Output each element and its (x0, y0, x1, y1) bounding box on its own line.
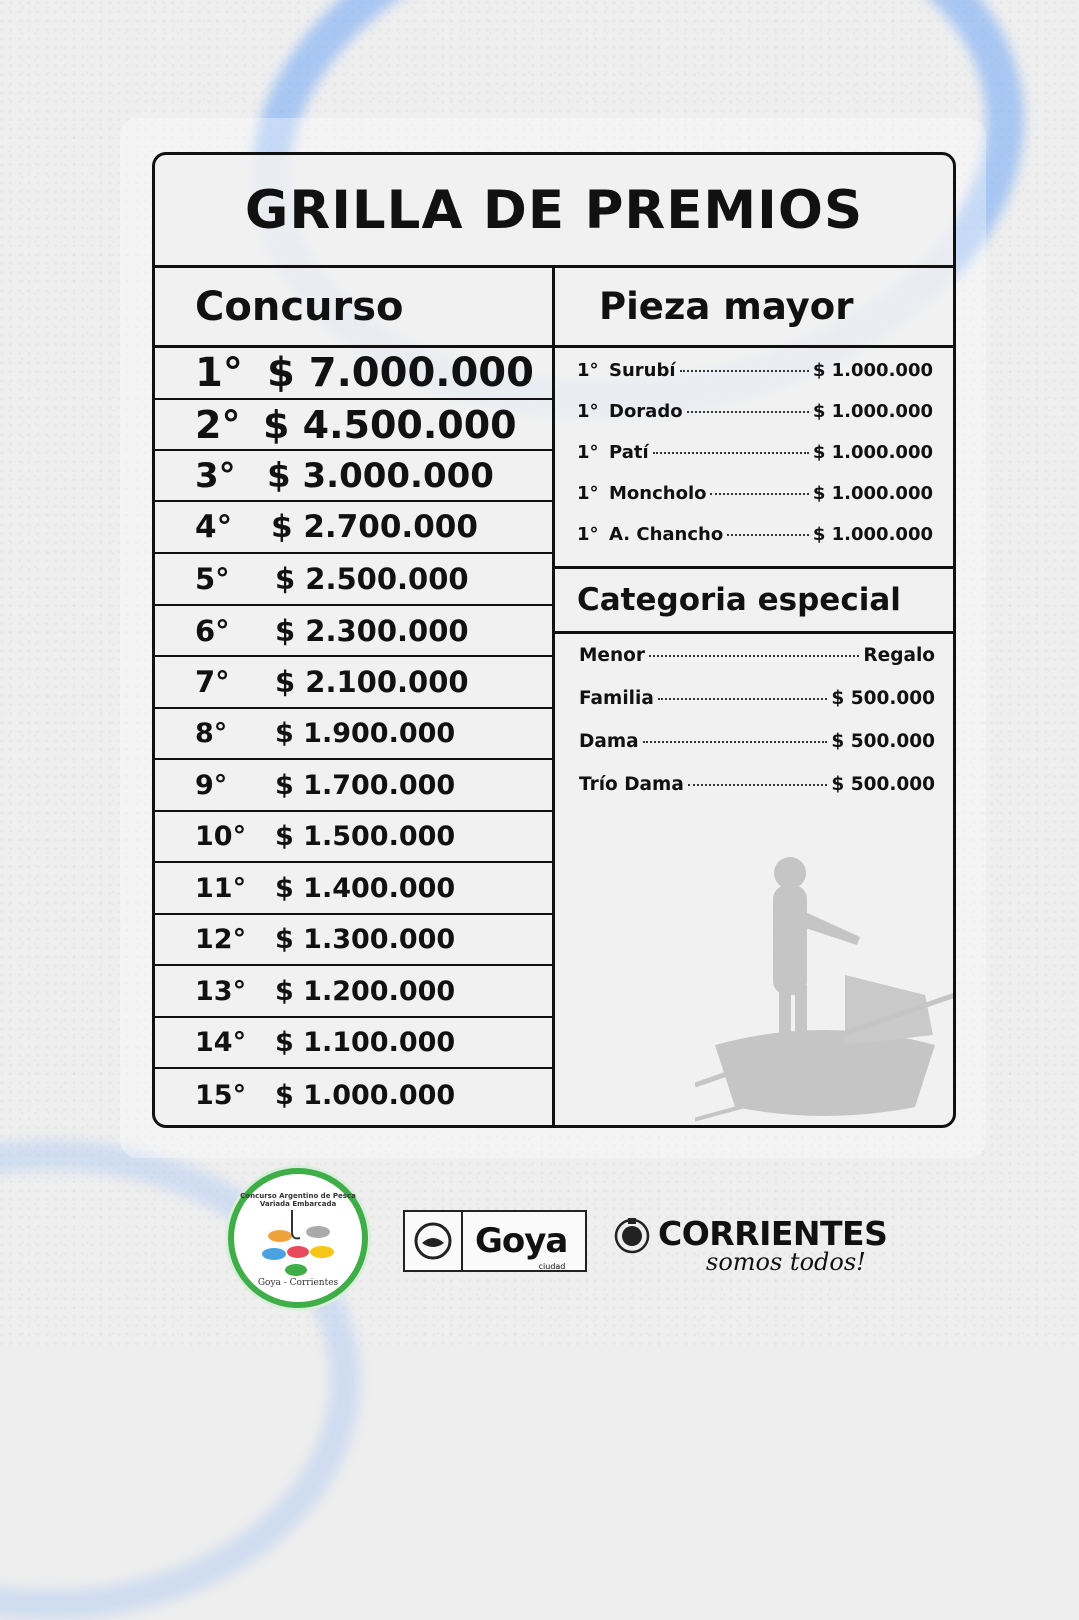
categoria-amount: Regalo (863, 645, 935, 666)
categoria-especial-heading: Categoria especial (555, 566, 956, 634)
pieza-species: A. Chancho (609, 524, 724, 545)
pieza-row (555, 401, 956, 442)
rank-position: 6° (195, 613, 230, 648)
categoria-row (555, 774, 956, 817)
rank-position: 2° (195, 402, 241, 447)
categoria-amount: $ 500.000 (831, 731, 935, 752)
rank-position: 4° (195, 509, 233, 545)
pieza-amount: $ 1.000.000 (812, 401, 933, 422)
concurso-row (155, 348, 552, 400)
dot-leader (727, 534, 809, 536)
categoria-name: Menor (579, 645, 645, 666)
categoria-name: Dama (579, 731, 639, 752)
pieza-row (555, 483, 956, 524)
rank-position: 3° (195, 455, 236, 496)
dot-leader (653, 452, 809, 454)
pieza-row (555, 442, 956, 483)
rank-position: 7° (195, 665, 230, 699)
pieza-position: 1° (577, 483, 599, 504)
pieza-amount: $ 1.000.000 (812, 442, 933, 463)
goya-word: Goya (475, 1221, 568, 1261)
pieza-position: 1° (577, 442, 599, 463)
heading-edge (955, 566, 956, 634)
pieza-species: Moncholo (609, 483, 707, 504)
concurso-row (155, 400, 552, 451)
rank-amount: $ 1.900.000 (275, 718, 456, 749)
page-title: GRILLA DE PREMIOS (244, 179, 864, 241)
rank-amount: $ 3.000.000 (267, 455, 494, 496)
concurso-row (155, 863, 552, 915)
dot-leader (658, 698, 828, 700)
goya-emblem-icon (405, 1212, 463, 1270)
dot-leader (680, 370, 809, 372)
rank-amount: $ 1.200.000 (275, 975, 456, 1007)
concurso-row (155, 760, 552, 812)
corrientes-wordmark: CORRIENTES (658, 1214, 888, 1253)
rank-position: 12° (195, 924, 247, 955)
pieza-amount: $ 1.000.000 (812, 524, 933, 545)
categoria-name: Familia (579, 688, 654, 709)
pieza-row (555, 524, 956, 565)
rank-position: 9° (195, 769, 228, 801)
footer-logos (0, 1160, 1079, 1346)
rank-position: 11° (195, 872, 247, 904)
pieza-position: 1° (577, 524, 599, 545)
seal-bottom-text: Goya - Corrientes (257, 1278, 339, 1288)
pieza-amount: $ 1.000.000 (812, 360, 933, 381)
categoria-especial-list (555, 641, 956, 817)
prize-grid (152, 152, 956, 1128)
goya-logo (403, 1210, 587, 1272)
rank-position: 10° (195, 821, 247, 852)
contest-seal-logo (228, 1168, 368, 1308)
dot-leader (710, 493, 808, 495)
goya-wordmark (463, 1221, 568, 1271)
rank-amount: $ 2.100.000 (275, 665, 469, 699)
goya-subword: ciudad (538, 1262, 566, 1271)
concurso-row (155, 1018, 552, 1069)
pieza-species: Patí (609, 442, 649, 463)
concurso-list (155, 348, 552, 1121)
rank-position: 14° (195, 1027, 247, 1058)
concurso-row (155, 502, 552, 554)
rank-position: 13° (195, 975, 247, 1007)
fisherman-boat-icon (695, 845, 955, 1125)
dot-leader (649, 655, 859, 657)
dot-leader (687, 411, 809, 413)
rank-amount: $ 1.500.000 (275, 821, 456, 852)
rank-position: 1° (195, 350, 243, 396)
rank-amount: $ 1.000.000 (275, 1079, 456, 1111)
pieza-mayor-list (555, 348, 956, 566)
pieza-species: Surubí (609, 360, 676, 381)
title-row (155, 155, 953, 268)
concurso-row (155, 451, 552, 502)
concurso-row (155, 606, 552, 657)
rank-amount: $ 1.700.000 (275, 769, 456, 801)
pieza-species: Dorado (609, 401, 683, 422)
dot-leader (643, 741, 828, 743)
rank-amount: $ 2.300.000 (275, 613, 469, 648)
concurso-row (155, 915, 552, 966)
corrientes-crest-icon (614, 1216, 650, 1258)
rank-amount: $ 2.500.000 (275, 562, 469, 596)
rank-amount: $ 2.700.000 (271, 509, 478, 545)
rank-position: 8° (195, 718, 228, 749)
categoria-row (555, 645, 956, 688)
rank-amount: $ 1.300.000 (275, 924, 456, 955)
categoria-row (555, 688, 956, 731)
pieza-row (555, 360, 956, 401)
rank-position: 5° (195, 562, 230, 596)
pieza-position: 1° (577, 401, 599, 422)
pieza-mayor-heading: Pieza mayor (555, 268, 956, 348)
rank-position: 15° (195, 1079, 247, 1111)
seal-top-text: Concurso Argentino de Pesca Variada Embarcada (240, 1192, 356, 1208)
corrientes-logo (614, 1212, 888, 1282)
concurso-row (155, 554, 552, 606)
rank-amount: $ 1.100.000 (275, 1027, 456, 1058)
rank-amount: $ 7.000.000 (267, 350, 534, 396)
pieza-amount: $ 1.000.000 (812, 483, 933, 504)
categoria-amount: $ 500.000 (831, 774, 935, 795)
pieza-position: 1° (577, 360, 599, 381)
dot-leader (688, 784, 828, 786)
rank-amount: $ 4.500.000 (263, 402, 517, 447)
concurso-row (155, 657, 552, 709)
concurso-row (155, 709, 552, 760)
corrientes-tagline: somos todos! (706, 1248, 866, 1276)
concurso-heading: Concurso (155, 268, 552, 348)
rank-amount: $ 1.400.000 (275, 872, 456, 904)
categoria-row (555, 731, 956, 774)
concurso-row (155, 1069, 552, 1121)
concurso-row (155, 966, 552, 1018)
categoria-name: Trío Dama (579, 774, 684, 795)
categoria-amount: $ 500.000 (831, 688, 935, 709)
concurso-row (155, 812, 552, 863)
